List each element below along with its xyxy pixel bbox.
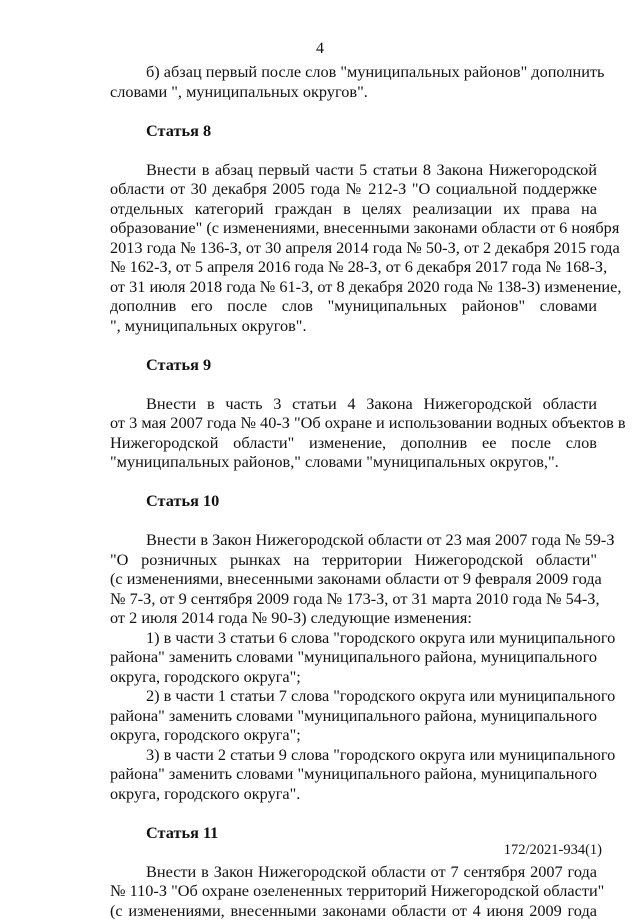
text-line: 3) в части 2 статьи 9 слова "городского округа или муниципального [110,745,597,765]
text-line: Внести в часть 3 статьи 4 Закона Нижегородской области [110,394,597,414]
text-line: от 31 июля 2018 года № 61-З, от 8 декабря 2020 года № 138-З) изменение, [110,277,597,297]
text-line: Нижегородской области" изменение, дополнив ее после слов [110,433,597,453]
text-line: (с изменениями, внесенными законами области от 9 февраля 2009 года [110,569,597,589]
text-line: округа, городского округа"; [110,725,597,745]
text-line: 1) в части 3 статьи 6 слова "городского округа или муниципального [110,628,597,648]
text-line: № 7-З, от 9 сентября 2009 года № 173-З, от 31 марта 2010 года № 54-З, [110,589,597,609]
text-line: образование" (с изменениями, внесенными законами области от 6 ноября [110,218,597,238]
paragraph [110,394,597,472]
text-line: № 162-З, от 5 апреля 2016 года № 28-З, от 6 декабря 2017 года № 168-З, [110,257,597,277]
paragraph [110,62,597,101]
text-line: от 3 мая 2007 года № 40-З "Об охране и использовании водных объектов в [110,413,597,433]
paragraph [110,862,597,920]
article-heading: Статья 11 [110,823,597,843]
document-body [110,62,597,920]
article-heading: Статья 9 [110,355,597,375]
text-line: "О розничных рынках на территории Нижегородской области" [110,550,597,570]
text-line: 2013 года № 136-З, от 30 апреля 2014 года № 50-З, от 2 декабря 2015 года [110,238,597,258]
text-line: района" заменить словами "муниципального района, муниципального [110,647,597,667]
article-heading: Статья 10 [110,491,597,511]
text-line: района" заменить словами "муниципального района, муниципального [110,764,597,784]
text-line: Внести в Закон Нижегородской области от 23 мая 2007 года № 59-З [110,530,597,550]
text-line: округа, городского округа"; [110,667,597,687]
article-heading: Статья 8 [110,121,597,141]
text-line: 2) в части 1 статьи 7 слова "городского округа или муниципального [110,686,597,706]
text-line: Внести в Закон Нижегородской области от 7 сентября 2007 года [110,862,597,882]
text-line: б) абзац первый после слов "муниципальных районов" дополнить [110,62,597,82]
list-item [110,686,597,745]
text-line: Внести в абзац первый части 5 статьи 8 Закона Нижегородской [110,160,597,180]
text-line: № 110-З "Об охране озелененных территорий Нижегородской области" [110,881,597,901]
list-item [110,745,597,804]
text-line: отдельных категорий граждан в целях реализации их права на [110,199,597,219]
text-line: "муниципальных районов," словами "муниципальных округов,". [110,452,597,472]
text-line: от 2 июля 2014 года № 90-З) следующие изменения: [110,608,597,628]
text-line: дополнив его после слов "муниципальных районов" словами [110,296,597,316]
paragraph [110,160,597,336]
text-line: области от 30 декабря 2005 года № 212-З "О социальной поддержке [110,179,597,199]
text-line: района" заменить словами "муниципального района, муниципального [110,706,597,726]
paragraph [110,530,597,628]
text-line: округа, городского округа". [110,784,597,804]
text-line: (с изменениями, внесенными законами области от 4 июня 2009 года [110,901,597,920]
page-number: 4 [0,40,640,58]
text-line: ", муниципальных округов". [110,316,597,336]
list-item [110,628,597,687]
text-line: словами ", муниципальных округов". [110,82,597,102]
document-code: 172/2021-934(1) [504,842,602,859]
